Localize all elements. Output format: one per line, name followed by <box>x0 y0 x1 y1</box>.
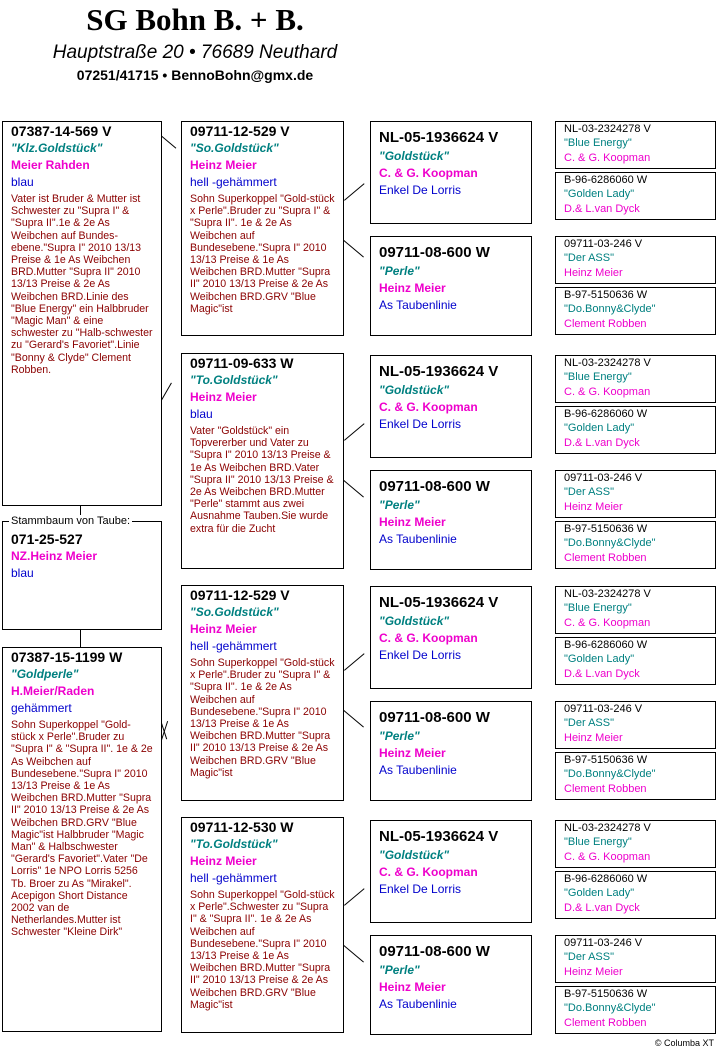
connector-line <box>343 945 364 962</box>
pedigree-card-father[interactable] <box>2 121 162 506</box>
connector-line <box>161 383 172 401</box>
ring-number: NL-03-2324278 V <box>564 357 651 369</box>
pigeon-info: Enkel De Lorris <box>379 648 462 662</box>
ring-number: 09711-03-246 V <box>564 472 643 484</box>
pigeon-color: blau <box>11 175 34 189</box>
pedigree-card-g4[interactable] <box>555 470 716 518</box>
breeder-name: C. & G. Koopman <box>564 851 651 863</box>
breeder-name: Clement Robben <box>564 552 647 564</box>
pigeon-info: As Taubenlinie <box>379 763 457 777</box>
ring-number: 09711-08-600 W <box>379 244 490 261</box>
pigeon-name: "Do.Bonny&Clyde" <box>564 768 656 780</box>
breeder-name: C. & G. Koopman <box>379 400 478 414</box>
ring-number: 07387-14-569 V <box>11 123 112 139</box>
connector-line <box>344 423 365 440</box>
breeder-name: Heinz Meier <box>564 501 623 513</box>
pedigree-card-g4[interactable] <box>555 637 716 685</box>
pigeon-info: As Taubenlinie <box>379 298 457 312</box>
pigeon-description: Vater "Goldstück" ein Topvererber und Vater zu "Supra I" 2010 13/13 Preise & 1e As Weibchen BRD.Vater "Supra II" 2010 13/13 Preise & 2e As Weibchen BRD.Mutter "Perle" stammt aus zwei Ausnahme Tauben.Sie wurde extra für die Zucht <box>190 425 334 535</box>
pigeon-name: "Golden Lady" <box>564 422 635 434</box>
breeder-name: Clement Robben <box>564 1017 647 1029</box>
pigeon-name: "Blue Energy" <box>564 371 632 383</box>
pigeon-color: gehämmert <box>11 701 72 715</box>
ring-number: 09711-12-529 V <box>190 587 290 603</box>
pedigree-card-mother[interactable] <box>2 647 162 1032</box>
ring-number: 09711-08-600 W <box>379 709 490 726</box>
pigeon-name: "Golden Lady" <box>564 653 635 665</box>
ring-number: 09711-12-529 V <box>190 123 290 139</box>
breeder-name: Heinz Meier <box>190 622 257 636</box>
pedigree-card-g4[interactable] <box>555 586 716 634</box>
pigeon-name: "Perle" <box>379 729 420 743</box>
breeder-name: C. & G. Koopman <box>379 166 478 180</box>
pigeon-name: "Goldperle" <box>11 667 79 681</box>
ring-number: 07387-15-1199 W <box>11 649 123 665</box>
pedigree-card-g4[interactable] <box>555 935 716 983</box>
pedigree-card-g4[interactable] <box>555 701 716 749</box>
pigeon-description: Sohn Superkoppel "Gold-stück x Perle".Schwester zu "Supra I" & "Supra II". 1e & 2e As Weibchen auf Bundesebene."Supra I" 2010 13/13 Preise & 1e As Weibchen BRD.Mutter "Supra II" 2010 13/13 Preise & 2e As Weibchen BRD.GRV "Blue Magic"ist <box>190 889 335 1011</box>
ring-number: 09711-03-246 V <box>564 703 643 715</box>
ring-number: B-96-6286060 W <box>564 873 648 885</box>
pigeon-name: "Golden Lady" <box>564 887 635 899</box>
pedigree-card-g4[interactable] <box>555 406 716 454</box>
breeder-name: NZ.Heinz Meier <box>11 549 98 563</box>
breeder-name: D.& L.van Dyck <box>564 203 640 215</box>
pedigree-card-g4[interactable] <box>555 355 716 403</box>
pigeon-info: Enkel De Lorris <box>379 417 462 431</box>
pigeon-name: "Perle" <box>379 264 420 278</box>
pigeon-color: blau <box>11 566 34 580</box>
pigeon-name: "So.Goldstück" <box>190 141 279 155</box>
ring-number: NL-03-2324278 V <box>564 588 651 600</box>
pedigree-card-g4[interactable] <box>555 986 716 1034</box>
ring-number: 09711-09-633 W <box>190 355 294 371</box>
pigeon-description: Vater ist Bruder & Mutter ist Schwester zu "Supra I" & "Supra II".1e & 2e As Weibchen auf Bundes-ebene."Supra I" 2010 13/13 Preise & 1e As Weibchen BRD.Mutter "Supra II" 2010 13/13 Preise & 2e As Weibchen BRD.Linie des "Blue Energy" ein Halbbruder "Magic Man" & eine schwester zu "Halb-schwester zu "Gerard's Favoriet".Linie "Bonny & Clyde" Clement Robben. <box>11 193 153 376</box>
pedigree-card-grandparent[interactable] <box>181 585 344 801</box>
pedigree-card-g4[interactable] <box>555 752 716 800</box>
breeder-name: D.& L.van Dyck <box>564 668 640 680</box>
pigeon-description: Sohn Superkoppel "Gold-stück x Perle".Bruder zu "Supra I" & "Supra II". 1e & 2e As Weibchen auf Bundesebene."Supra I" 2010 13/13 Preise & 1e As Weibchen BRD.Mutter "Supra II" 2010 13/13 Preise & 2e As Weibchen BRD.GRV "Blue Magic"ist <box>190 657 335 779</box>
ring-number: 09711-03-246 V <box>564 937 643 949</box>
pigeon-info: Enkel De Lorris <box>379 882 462 896</box>
pigeon-name: "Blue Energy" <box>564 602 632 614</box>
ring-number: B-96-6286060 W <box>564 639 648 651</box>
pigeon-name: "Der ASS" <box>564 717 614 729</box>
pigeon-name: "To.Goldstück" <box>190 837 278 851</box>
pedigree-card-great-grandparent[interactable] <box>370 121 532 224</box>
pigeon-name: "Do.Bonny&Clyde" <box>564 1002 656 1014</box>
pigeon-color: hell -gehämmert <box>190 175 277 189</box>
ring-number: NL-05-1936624 V <box>379 129 499 146</box>
pigeon-name: "Goldstück" <box>379 614 450 628</box>
pigeon-name: "Do.Bonny&Clyde" <box>564 537 656 549</box>
pigeon-info: Enkel De Lorris <box>379 183 462 197</box>
ring-number: B-96-6286060 W <box>564 174 648 186</box>
pigeon-name: "So.Goldstück" <box>190 605 279 619</box>
pigeon-name: "Der ASS" <box>564 252 614 264</box>
pedigree-card-g4[interactable] <box>555 820 716 868</box>
pedigree-card-grandparent[interactable] <box>181 121 344 336</box>
pedigree-card-great-grandparent[interactable] <box>370 586 532 689</box>
pedigree-card-great-grandparent[interactable] <box>370 820 532 923</box>
breeder-name: C. & G. Koopman <box>564 617 651 629</box>
breeder-name: C. & G. Koopman <box>564 152 651 164</box>
ring-number: B-97-5150636 W <box>564 289 648 301</box>
connector-line <box>343 480 364 497</box>
loft-name: SG Bohn B. + B. <box>86 2 304 37</box>
pedigree-card-g4[interactable] <box>555 236 716 284</box>
pigeon-name: "Perle" <box>379 498 420 512</box>
pigeon-description: Sohn Superkoppel "Gold-stück x Perle".Bruder zu "Supra I" & "Supra II". 1e & 2e As Weibchen auf Bundesebene."Supra I" 2010 13/13 Preise & 1e As Weibchen BRD.Mutter "Supra II" 2010 13/13 Preise & 2e As Weibchen BRD.GRV "Blue Magic"ist Halbbruder "Magic Man" & Halbschwester "Gerard's Favoriet".Vater "De Lorris" 1e NPO Lorris 5256 Tb. Broer zu As "Mirakel". Acepigon Short Distance 2002 van de Netherlandes.Mutter ist Schwester "Kleine Dirk" <box>11 719 153 939</box>
pigeon-name: "To.Goldstück" <box>190 373 278 387</box>
breeder-name: D.& L.van Dyck <box>564 902 640 914</box>
loft-address: Hauptstraße 20 • 76689 Neuthard <box>52 42 338 63</box>
connector-line <box>80 629 81 648</box>
breeder-name: Heinz Meier <box>379 746 446 760</box>
pigeon-name: "Golden Lady" <box>564 188 635 200</box>
breeder-name: Heinz Meier <box>564 966 623 978</box>
pigeon-name: "Klz.Goldstück" <box>11 141 103 155</box>
pigeon-name: "Blue Energy" <box>564 836 632 848</box>
ring-number: NL-05-1936624 V <box>379 594 499 611</box>
pigeon-name: "Perle" <box>379 963 420 977</box>
breeder-name: C. & G. Koopman <box>379 631 478 645</box>
pigeon-name: "Do.Bonny&Clyde" <box>564 303 656 315</box>
pedigree-card-great-grandparent[interactable] <box>370 236 532 336</box>
ring-number: B-97-5150636 W <box>564 523 648 535</box>
pedigree-card-g4[interactable] <box>555 871 716 919</box>
breeder-name: Clement Robben <box>564 783 647 795</box>
pedigree-card-great-grandparent[interactable] <box>370 470 532 570</box>
ring-number: NL-05-1936624 V <box>379 363 499 380</box>
ring-number: 09711-08-600 W <box>379 943 490 960</box>
pigeon-name: "Der ASS" <box>564 951 614 963</box>
pedigree-card-great-grandparent[interactable] <box>370 355 532 458</box>
pigeon-color: blau <box>190 407 213 421</box>
pigeon-color: hell -gehämmert <box>190 871 277 885</box>
pedigree-card-g4[interactable] <box>555 521 716 569</box>
pigeon-name: "Der ASS" <box>564 486 614 498</box>
breeder-name: Meier Rahden <box>11 158 90 172</box>
breeder-name: C. & G. Koopman <box>379 865 478 879</box>
breeder-name: Heinz Meier <box>190 390 257 404</box>
pedigree-card-grandparent[interactable] <box>181 353 344 569</box>
pedigree-card-g4[interactable] <box>555 172 716 220</box>
ring-number: 09711-03-246 V <box>564 238 643 250</box>
ring-number: 09711-08-600 W <box>379 478 490 495</box>
ring-number: B-97-5150636 W <box>564 754 648 766</box>
breeder-name: Heinz Meier <box>379 515 446 529</box>
ring-number: NL-03-2324278 V <box>564 822 651 834</box>
pigeon-name: "Goldstück" <box>379 383 450 397</box>
ring-number: B-97-5150636 W <box>564 988 648 1000</box>
software-credit: © Columba XT <box>654 1038 714 1048</box>
pigeon-info: As Taubenlinie <box>379 997 457 1011</box>
pigeon-description: Sohn Superkoppel "Gold-stück x Perle".Bruder zu "Supra I" & "Supra II". 1e & 2e As Weibchen auf Bundesebene."Supra I" 2010 13/13 Preise & 1e As Weibchen BRD.Mutter "Supra II" 2010 13/13 Preise & 2e As Weibchen BRD.GRV "Blue Magic"ist <box>190 193 335 315</box>
pedigree-card-g4[interactable] <box>555 287 716 335</box>
ring-number: 071-25-527 <box>11 531 83 547</box>
ring-number: NL-05-1936624 V <box>379 828 499 845</box>
breeder-name: Heinz Meier <box>564 267 623 279</box>
connector-line <box>344 653 365 670</box>
connector-line <box>343 240 364 257</box>
stammbaum-label: Stammbaum von Taube: <box>11 515 131 527</box>
breeder-name: Heinz Meier <box>564 732 623 744</box>
breeder-name: Heinz Meier <box>379 980 446 994</box>
pigeon-color: hell -gehämmert <box>190 639 277 653</box>
pedigree-card-subject[interactable] <box>2 521 162 630</box>
ring-number: B-96-6286060 W <box>564 408 648 420</box>
connector-line <box>344 888 365 905</box>
breeder-name: C. & G. Koopman <box>564 386 651 398</box>
pigeon-name: "Goldstück" <box>379 848 450 862</box>
ring-number: 09711-12-530 W <box>190 819 294 835</box>
pigeon-name: "Goldstück" <box>379 149 450 163</box>
loft-contact: 07251/41715 • BennoBohn@gmx.de <box>76 67 314 83</box>
pedigree-card-grandparent[interactable] <box>181 817 344 1033</box>
pedigree-card-great-grandparent[interactable] <box>370 935 532 1035</box>
breeder-name: Clement Robben <box>564 318 647 330</box>
pigeon-info: As Taubenlinie <box>379 532 457 546</box>
breeder-name: D.& L.van Dyck <box>564 437 640 449</box>
pedigree-card-great-grandparent[interactable] <box>370 701 532 801</box>
pedigree-card-g4[interactable] <box>555 121 716 169</box>
pigeon-name: "Blue Energy" <box>564 137 632 149</box>
breeder-name: H.Meier/Raden <box>11 684 95 698</box>
connector-line <box>343 710 364 727</box>
connector-line <box>344 183 365 200</box>
connector-line <box>160 135 176 149</box>
breeder-name: Heinz Meier <box>379 281 446 295</box>
breeder-name: Heinz Meier <box>190 854 257 868</box>
breeder-name: Heinz Meier <box>190 158 257 172</box>
ring-number: NL-03-2324278 V <box>564 123 651 135</box>
